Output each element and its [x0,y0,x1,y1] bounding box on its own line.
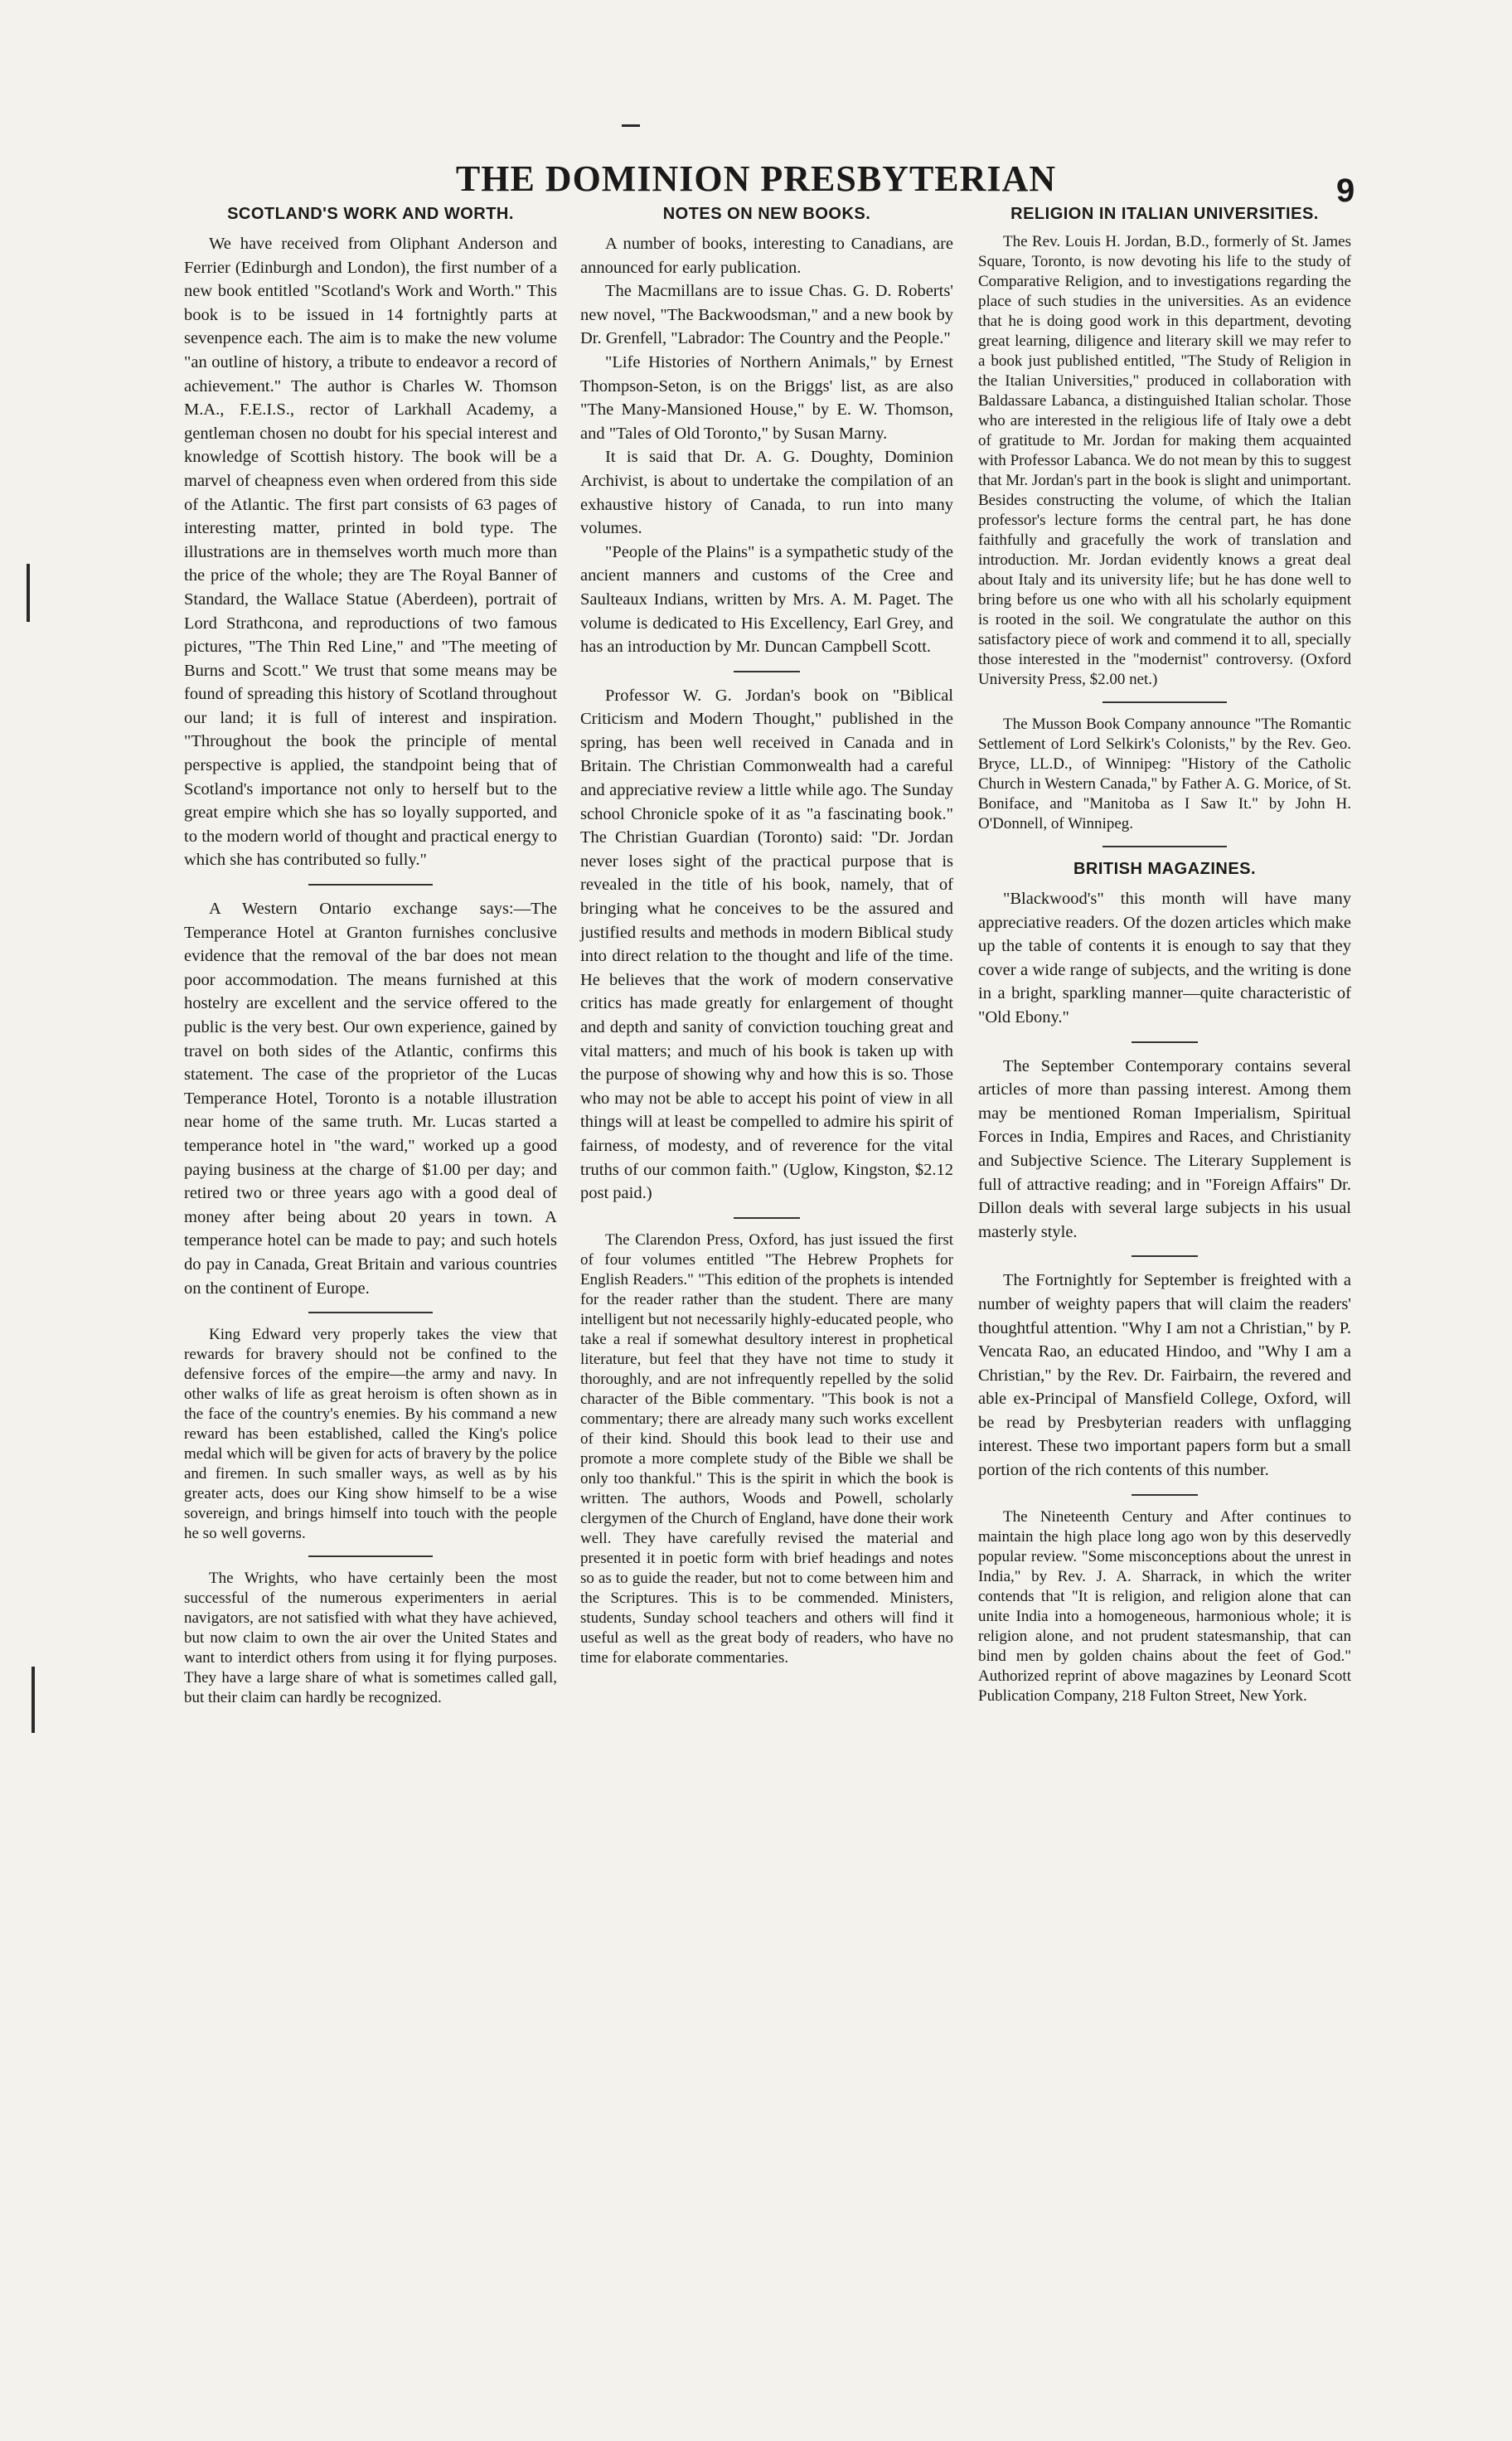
column-3 [978,204,1351,1706]
section-heading: SCOTLAND'S WORK AND WORTH. [227,205,514,223]
divider [1102,701,1227,703]
divider [1102,846,1227,847]
article-paragraph: The Rev. Louis H. Jordan, B.D., formerly of St. James Square, Toronto, is now devoting his life to the study of Comparative Religion, and to investigations regarding the place of such studies in the universities. As an evidence that he is doing good work in this department, devoting great learning, diligence and literary skill we may refer to a book just published entitled, "The Study of Religion in the Italian Universities," produced in collaboration with Baldassare Labanca, a distinguished Italian scholar. Those who are interested in the religious life of Italy owe a debt of gratitude to Mr. Jordan for making them acquainted with Professor Labanca. We do not mean by this to suggest that Mr. Jordan's part in the book is slight and unimportant. Besides constructing the volume, of which the Italian professor's lecture forms the central part, he has done faithfully and gracefully the work of translation and introduction. Mr. Jordan evidently knows a great deal about Italy and its university life; but he has done well to bring before us one who with all his scholarly equipment is rooted in the soil. We congratulate the author on this satisfactory piece of work and commend it to all, specially those interested in the "modernist" controversy. (Oxford University Press, $2.00 net.) [978,233,1351,688]
divider [734,671,800,672]
page-number: 9 [1336,172,1355,209]
divider [308,884,433,886]
article-paragraph: "Life Histories of Northern Animals," by Ernest Thompson-Seton, is on the Briggs' list, as are also "The Many-Mansioned House," by E. W. Thomson, and "Tales of Old Toronto," by Susan Marny. [580,352,953,443]
article-paragraph: The Fortnightly for September is freighted with a number of weighty papers that will claim the readers' thoughtful attention. "Why I am not a Christian," by P. Vencata Rao, an educated Hindoo, and "Why I am a Christian," by the Rev. Dr. Fairbairn, the revered and able ex-Principal of Mansfield College, Oxford, will be read by Presbyterian readers with unflagging interest. These two important papers form but a small portion of the rich contents of this number. [978,1271,1351,1480]
article-paragraph: King Edward very properly takes the view that rewards for bravery should not be confined to the defensive forces of the empire—the army and navy. In other walks of life as great heroism is often shown as in the face of the country's enemies. By his command a new reward has been established, called the King's police medal which will be given for acts of bravery by the police and firemen. In such smaller ways, as well as by his greater acts, does our King show himself to be a wise sovereign, and brings himself into touch with the people he so well governs. [184,1326,557,1543]
article-paragraph: The Wrights, who have certainly been the most successful of the numerous experimenters in aerial navigators, are not satisfied with what they have achieved, but now claim to own the air over the United States and want to interdict others from using it for flying purposes. They have a large share of what is sometimes called gall, but their claim can hardly be recognized. [184,1570,557,1707]
divider [1132,1255,1198,1257]
article-paragraph: "Blackwood's" this month will have many appreciative readers. Of the dozen articles which make up the table of contents it is enough to say that they cover a wide range of subjects, and the writing is done in a bright, sparkling manner—quite characteristic of "Old Ebony." [978,890,1351,1026]
article-paragraph: The Clarendon Press, Oxford, has just issued the first of four volumes entitled "The Hebrew Prophets for English Readers." "This edition of the prophets is intended for the reader rather than the student. There are many intelligent but not necessarily highly-educated people, who take a real if somewhat desultory interest in prophetical literature, but feel that they have not time to study it thoroughly, and are not infrequently repelled by the solid character of the Bible commentary. "This book is not a commentary; there are already many such works excellent of their kind. Should this book lead to their use and promote a more complete study of the Bible we shall be only too thankful." This is the spirit in which the book is written. The authors, Woods and Powell, scholarly clergymen of the Church of England, have done their work well. They have carefully revised the material and presented it in poetic form with brief headings and notes so as to guide the reader, but not to come between him and the Scriptures. This is to be commended. Ministers, students, Sunday school teachers and others will find it useful as well as the great body of readers, who have no time for elaborate commentaries. [580,1230,953,1667]
divider [734,1217,800,1219]
article-paragraph: We have received from Oliphant Anderson and Ferrier (Edinburgh and London), the first number of a new book entitled "Scotland's Work and Worth." This book is to be issued in 14 fortnightly parts at sevenpence each. The aim is to make the new volume "an outline of history, a tribute to endeavor a record of achievement." The author is Charles W. Thomson M.A., F.E.I.S., rector of Larkhall Academy, a gentleman chosen no doubt for his special interest and knowledge of Scottish history. The book will be a marvel of cheapness even when ordered from this side of the Atlantic. The first part consists of 63 pages of interesting matter, printed in bold type. The illustrations are in themselves worth much more than the price of the whole; they are The Royal Banner of Standard, the Wallace Statue (Aberdeen), portrait of Lord Strathcona, and reproductions of two famous pictures, "The Thin Red Line," and "The meeting of Burns and Scott." We trust that some means may be found of spreading this history of Scotland throughout our land; it is full of interest and inspiration. "Throughout the book the principle of mental perspective is applied, the standpoint being that of Scotland's importance not only to herself but to the great empire which she has so loyally supported, and to the modern world of thought and practical energy to which she has contributed so fully." [184,235,557,870]
divider [308,1312,433,1313]
article-paragraph: The Nineteenth Century and After continues to maintain the high place long ago won by this deservedly popular review. "Some misconceptions about the unrest in India," by Rev. J. A. Sharrack, in which the writer contends that "It is religion, and religion alone that can unite India into a homogeneous, harmonious whole; it is religion alone, and not prudent statesmanship, that can bind men by golden chains about the feet of God." Authorized reprint of above magazines by Leonard Scott Publication Company, 218 Fulton Street, New York. [978,1507,1351,1705]
article-paragraph: "People of the Plains" is a sympathetic study of the ancient manners and customs of the Cree and Saulteaux Indians, written by Mrs. A. M. Paget. The volume is dedicated to His Excellency, Earl Grey, and has an introduction by Mr. Duncan Campbell Scott. [580,542,953,657]
section-heading: BRITISH MAGAZINES. [1073,860,1257,878]
column-2 [580,204,953,1668]
section-heading: NOTES ON NEW BOOKS. [662,205,871,223]
divider [308,1555,433,1557]
divider [1132,1041,1198,1043]
article-paragraph: A number of books, interesting to Canadians, are announced for early publication. [580,235,953,277]
article-paragraph: Professor W. G. Jordan's book on "Biblical Criticism and Modern Thought," published in the spring, has been well received in Canada and in Britain. The Christian Commonwealth had a careful and appreciative review a little while ago. The Sunday school Chronicle spoke of it as "a fascinating book." The Christian Guardian (Toronto) said: "Dr. Jordan never loses sight of the practical purpose that is revealed in the title of his book, namely, that of bringing what he conceives to be the assured and justified results and methods in modern Biblical study into direct relation to the thought and life of the time. He believes that the work of modern conservative critics has made greatly for enlargement of thought and depth and sanity of conviction touching great and vital matters; and much of his book is taken up with the purpose of showing why and how this is so. Those who may not be able to accept his point of view in all things will at least be compelled to admire his spirit of fairness, of modesty, and of reverence for the vital truths of our common faith." (Uglow, Kingston, $2.12 post paid.) [580,686,953,1203]
binding-mark [27,564,30,622]
divider [1132,1494,1198,1496]
section-heading: RELIGION IN ITALIAN UNIVERSITIES. [1010,205,1319,223]
page-title: THE DOMINION PRESBYTERIAN [455,158,1057,199]
article-paragraph: The Musson Book Company announce "The Romantic Settlement of Lord Selkirk's Colonists," by the Rev. Geo. Bryce, LL.D., of Winnipeg: "History of the Catholic Church in Western Canada," by Father A. G. Morice, of St. Boniface, and "Manitoba as I Saw It." by John H. O'Donnell, of Winnipeg. [978,716,1351,832]
column-1 [184,204,557,1708]
article-paragraph: The September Contemporary contains several articles of more than passing interest. Among them may be mentioned Roman Imperialism, Spiritual Forces in India, Empires and Races, and Christianity and Subjective Science. The Literary Supplement is full of attractive reading; and in "Foreign Affairs" Dr. Dillon deals with several large subjects in his usual masterly style. [978,1056,1351,1241]
article-paragraph: It is said that Dr. A. G. Doughty, Dominion Archivist, is about to undertake the compilation of an exhaustive history of Canada, to run into many volumes. [580,448,953,538]
print-mark [622,124,640,127]
article-paragraph: The Macmillans are to issue Chas. G. D. Roberts' new novel, "The Backwoodsman," and a new book by Dr. Grenfell, "Labrador: The Country and the People." [580,282,953,348]
article-paragraph: A Western Ontario exchange says:—The Temperance Hotel at Granton furnishes conclusive evidence that the removal of the bar does not mean poor accommodation. The means furnished at this hostelry are excellent and the service offered to the public is the very best. Our own experience, gained by travel on both sides of the Atlantic, confirms this statement. The case of the proprietor of the Lucas Temperance Hotel, Toronto is a notable illustration near home of the same truth. Mr. Lucas started a temperance hotel in "the ward," worked up a good paying business at the charge of $1.00 per day; and retired two or three years ago with a good deal of money after being about 20 years in town. A temperance hotel can be made to pay; and such hotels do pay in Canada, Great Britain and various countries on the continent of Europe. [184,900,557,1298]
binding-mark [32,1667,35,1733]
